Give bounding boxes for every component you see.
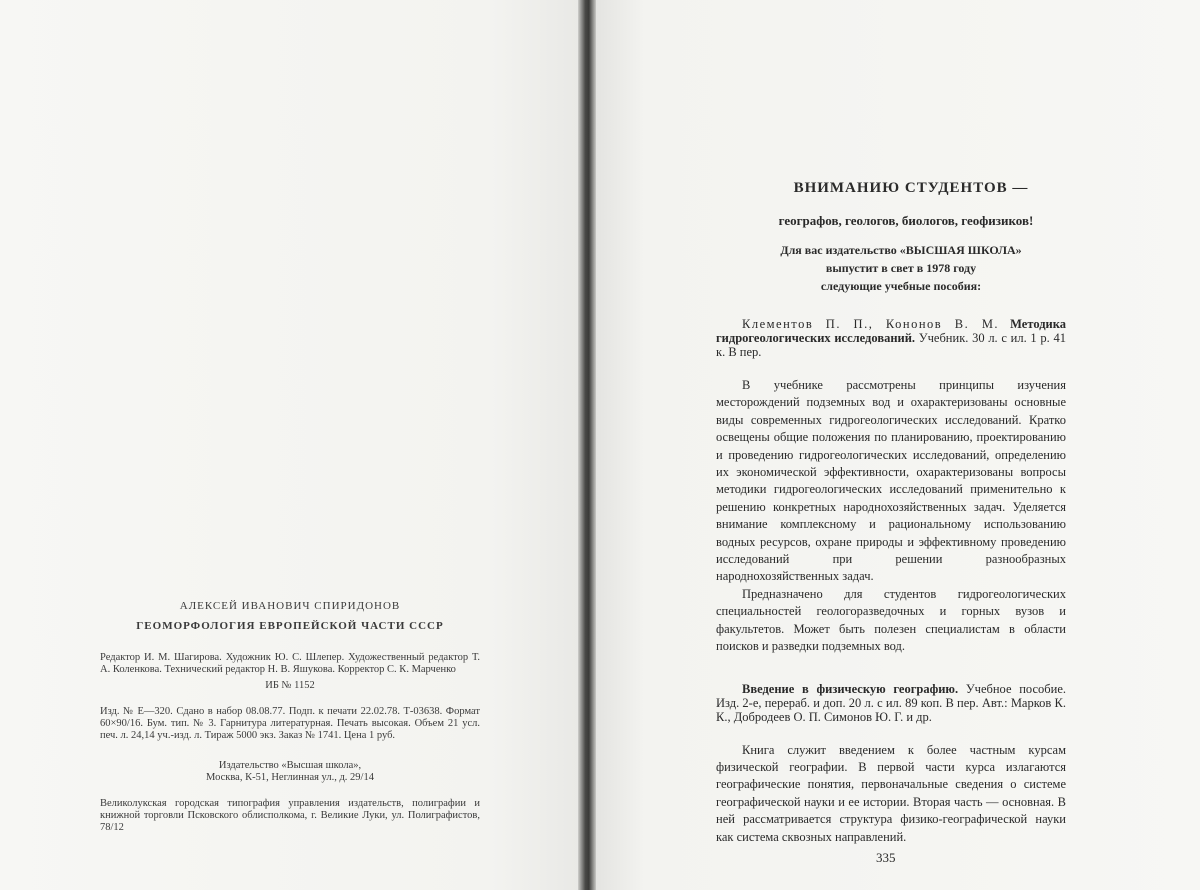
printer-info: Великолукская городская типография управления издательств, полиграфии и книжной торговли Псковского облисполкома, г. Великие Луки, ул. Полиграфистов, 78/12	[100, 798, 480, 833]
book-2-title: Введение в физическую географию.	[742, 681, 959, 696]
book-entry-2	[716, 682, 1066, 724]
announcement-heading: ВНИМАНИЮ СТУДЕНТОВ —	[793, 180, 1029, 196]
book-1-authors: Клементов П. П., Кононов В. М.	[742, 317, 1000, 331]
announcement	[716, 180, 1066, 846]
colophon	[90, 600, 490, 838]
book-title: ГЕОМОРФОЛОГИЯ ЕВРОПЕЙСКОЙ ЧАСТИ СССР	[136, 620, 444, 632]
announcement-audience: географов, геологов, биологов, геофизиков!	[778, 213, 1034, 228]
publisher-note-line-1: Для вас издательство «ВЫСШАЯ ШКОЛА»	[780, 243, 1022, 257]
book-gutter	[578, 0, 596, 890]
page-number: 335	[876, 850, 896, 865]
book-2-details: Учебное пособие. Изд. 2-е, перераб. и доп. 20 л. с ил. 89 коп. В пер. Авт.: Марков К. К., Добродеев О. П. Симонов Ю. Г. и др.	[716, 681, 1066, 724]
book-1-description: В учебнике рассмотрены принципы изучения месторождений подземных вод и охарактеризованы основные виды современных гидрогеологических исследований. Кратко освещены общие положения по планированию, проектированию и проведению гидрогеологических исследований, определению их экономической эффективности, охарактеризованы вопросы методики гидрогеологических исследований применительно к решению конкретных народнохозяйственных задач. Уделяется внимание комплексному и рациональному использованию водных ресурсов, охране природы и эффективному проведению исследований при решении разнообразных народнохозяйственных задач.	[716, 378, 1066, 584]
book-2-description: Книга служит введением к более частным курсам физической географии. В первой части курса излагаются географические понятия, первоначальные сведения о системе географической науки и ее истории. Вторая часть — основная. В ней рассматривается структура физико-географической науки как система сквозных направлений.	[716, 742, 1066, 844]
book-1-title: Методика гидрогеологических исследований.	[716, 317, 1066, 345]
publisher-address: Москва, К-51, Неглинная ул., д. 29/14	[206, 772, 374, 783]
ib-number: ИБ № 1152	[265, 680, 315, 691]
publisher-name: Издательство «Высшая школа»,	[218, 760, 362, 771]
publisher-note	[736, 241, 1066, 295]
book-author: АЛЕКСЕЙ ИВАНОВИЧ СПИРИДОНОВ	[179, 600, 401, 612]
publisher-note-line-3: следующие учебные пособия:	[820, 279, 982, 293]
publisher-note-line-2: выпустит в свет в 1978 году	[825, 261, 977, 275]
left-page	[0, 0, 578, 890]
book-entry-1	[716, 317, 1066, 359]
editors-credits: Редактор И. М. Шагирова. Художник Ю. С. Шлепер. Художественный редактор Т. А. Коленкова. Технический редактор Н. В. Яшукова. Корректор С. К. Марченко	[100, 652, 480, 675]
print-details: Изд. № Е—320. Сдано в набор 08.08.77. Подп. к печати 22.02.78. Т-03638. Формат 60×90/16. Бум. тип. № 3. Гарнитура литературная. Печать высокая. Объем 21 усл. печ. л. 24,14 уч.-изд. л. Тираж 5000 экз. Заказ № 1741. Цена 1 руб.	[100, 706, 480, 741]
book-1-details: Учебник. 30 л. с ил. 1 р. 41 к. В пер.	[716, 331, 1066, 359]
book-1-audience: Предназначено для студентов гидрогеологических специальностей геологоразведочных и горных вузов и факультетов. Может быть полезен специалистам в области поисков и разведки подземных вод.	[716, 586, 1066, 654]
